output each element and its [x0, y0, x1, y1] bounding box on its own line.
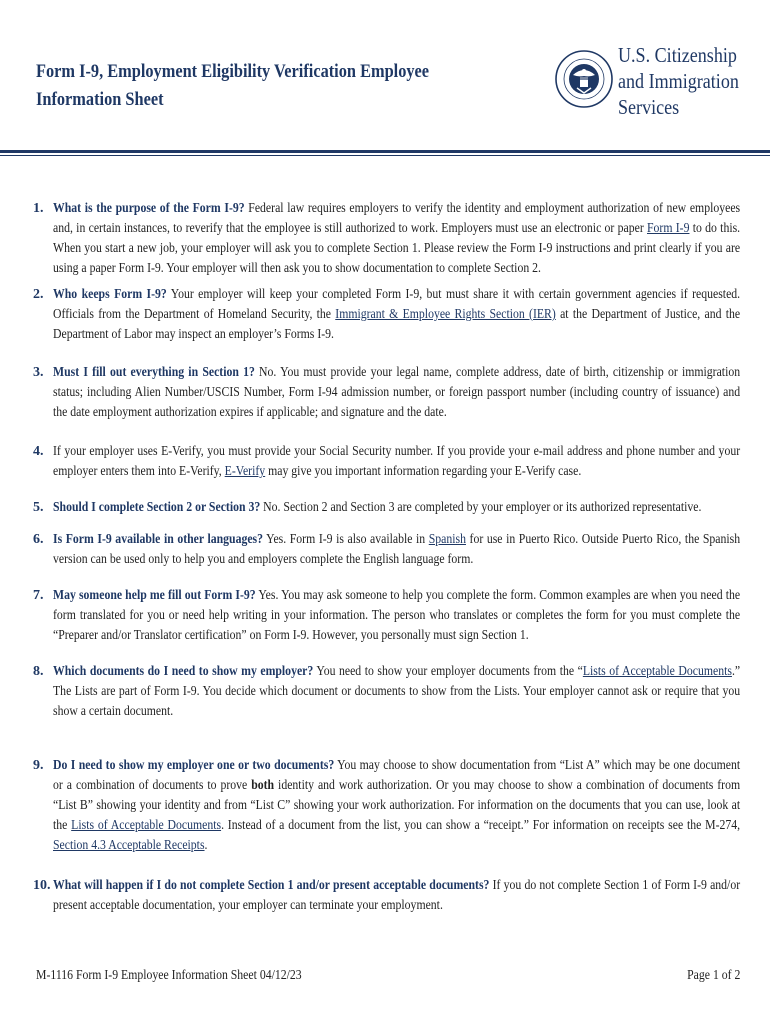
agency-name-line-2: and Immigration — [618, 69, 739, 93]
answer-text: No. Section 2 and Section 3 are completed by your employer or its authorized representative. — [260, 500, 702, 515]
emphasis-text: both — [251, 778, 275, 793]
spanish-link[interactable]: Spanish — [428, 532, 466, 547]
list-item — [0, 756, 740, 876]
item-number: 5. — [33, 500, 44, 515]
e-verify-link[interactable]: E-Verify — [224, 464, 266, 479]
header-divider — [0, 150, 770, 153]
answer-text: You need to show your employer documents from the “ — [313, 664, 583, 679]
item-text — [53, 363, 740, 423]
question-text: May someone help me fill out Form I-9? — [53, 588, 256, 603]
item-text — [53, 756, 740, 856]
question-text: Is Form I-9 available in other languages? — [53, 532, 264, 547]
agency-name-line-3: Services — [618, 95, 680, 119]
question-text: Which documents do I need to show my employer? — [53, 664, 314, 679]
item-number: 9. — [33, 758, 44, 773]
item-text — [53, 530, 740, 570]
item-number: 6. — [33, 532, 44, 547]
acceptable-receipts-link[interactable]: Section 4.3 Acceptable Receipts — [53, 838, 205, 853]
qa-list — [0, 199, 770, 916]
item-text — [53, 442, 740, 482]
footer-form-id: M-1116 Form I-9 Employee Information Sheet 04/12/23 — [36, 968, 302, 983]
item-number: 3. — [33, 365, 44, 380]
item-text — [53, 876, 740, 916]
item-text — [53, 285, 740, 345]
question-text: Do I need to show my employer one or two documents? — [53, 758, 335, 773]
item-number: 1. — [33, 201, 44, 216]
list-item — [0, 442, 740, 498]
answer-text: .” The Lists are part of Form I-9. You decide which document or documents to show from the Lists. Your employer cannot ask or require that you show a certain document. — [53, 664, 741, 719]
header-divider-thin — [0, 155, 770, 156]
answer-text: . Instead of a document from the list, you can show a “receipt.” For information on receipts see the M-274, — [221, 818, 741, 833]
page-number: Page 1 of 2 — [686, 968, 740, 983]
lists-of-acceptable-documents-link[interactable]: Lists of Acceptable Documents — [582, 664, 732, 679]
list-item — [0, 662, 740, 756]
answer-text: You may choose to show documentation from “List A” which may be one document or a combination of documents to prove — [53, 758, 741, 793]
answer-text: for use in Puerto Rico. Outside Puerto Rico, the Spanish version can be used only to help you and employers complete the English language form. — [53, 532, 741, 567]
list-item — [0, 530, 740, 586]
document-title-line-2: Information Sheet — [36, 89, 164, 110]
form-i9-link[interactable]: Form I-9 — [646, 221, 690, 236]
answer-text: If you do not complete Section 1 of Form I-9 and/or present acceptable documentation, your employer can terminate your employment. — [53, 878, 741, 913]
agency-name — [618, 42, 739, 120]
question-text: Must I fill out everything in Section 1? — [53, 365, 255, 380]
list-item — [0, 199, 740, 285]
item-number: 2. — [33, 287, 44, 302]
answer-text: Yes. You may ask someone to help you complete the form. Common examples are when you need the form translated for you or need help writing in your information. The person who translates or completes the form for you must complete the “Preparer and/or Translator certification” on Form I-9. However, you personally must sign Section 1. — [53, 588, 741, 643]
item-number: 10. — [33, 878, 51, 893]
list-item — [0, 363, 740, 442]
answer-text: Yes. Form I-9 is also available in — [263, 532, 429, 547]
answer-text: Your employer will keep your completed Form I-9, but must share it with certain government agencies if requested. Officials from the Department of Homeland Security, the — [53, 287, 741, 322]
question-text: Should I complete Section 2 or Section 3? — [53, 500, 261, 515]
item-text — [53, 498, 740, 518]
list-item — [0, 498, 740, 530]
answer-text: at the Department of Justice, and the Department of Labor may inspect an employer’s Forms I-9. — [53, 307, 741, 342]
item-text — [53, 586, 740, 646]
document-title-line-1: Form I-9, Employment Eligibility Verification Employee — [36, 61, 430, 82]
item-number: 4. — [33, 444, 44, 459]
agency-name-line-1: U.S. Citizenship — [618, 43, 737, 67]
dhs-seal-icon — [555, 37, 613, 121]
answer-text: No. You must provide your legal name, complete address, date of birth, citizenship or immigration status; including Alien Number/USCIS Number, Form I-94 admission number, or foreign passport number (including country of issuance) and the date employment authorization expires if applicable; and signature and the date. — [53, 365, 741, 420]
question-text: Who keeps Form I-9? — [53, 287, 167, 302]
answer-text: may give you important information regarding your E-Verify case. — [265, 464, 582, 479]
list-item — [0, 876, 740, 916]
ier-link[interactable]: Immigrant & Employee Rights Section (IER) — [335, 307, 556, 322]
list-item — [0, 285, 740, 363]
lists-of-acceptable-documents-link[interactable]: Lists of Acceptable Documents — [71, 818, 222, 833]
answer-text: If your employer uses E-Verify, you must provide your Social Security number. If you provide your e-mail address and phone number and your employer enters them into E-Verify, — [53, 444, 741, 479]
item-text — [53, 199, 740, 279]
question-text: What is the purpose of the Form I-9? — [53, 201, 245, 216]
answer-text: identity and work authorization. Or you may choose to show a combination of documents from “List B” showing your identity and from “List C” showing your work authorization. For information on the documents that you can use, look at the — [53, 778, 741, 833]
list-item — [0, 586, 740, 662]
item-text — [53, 662, 740, 722]
answer-text: to do this. When you start a new job, your employer will ask you to complete Section 1. Please review the Form I-9 instructions and print clearly if you are using a paper Form I-9. Your employer will then ask you to show documentation to complete Section 2. — [53, 221, 741, 276]
item-number: 7. — [33, 588, 44, 603]
question-text: What will happen if I do not complete Section 1 and/or present acceptable documents? — [53, 878, 490, 893]
item-number: 8. — [33, 664, 44, 679]
answer-text: . — [204, 838, 208, 853]
document-title — [36, 58, 430, 114]
answer-text: Federal law requires employers to verify the identity and employment authorization of new employees and, in certain instances, to reverify that the employee is still authorized to work. Employers must use an electronic or paper — [53, 201, 741, 236]
